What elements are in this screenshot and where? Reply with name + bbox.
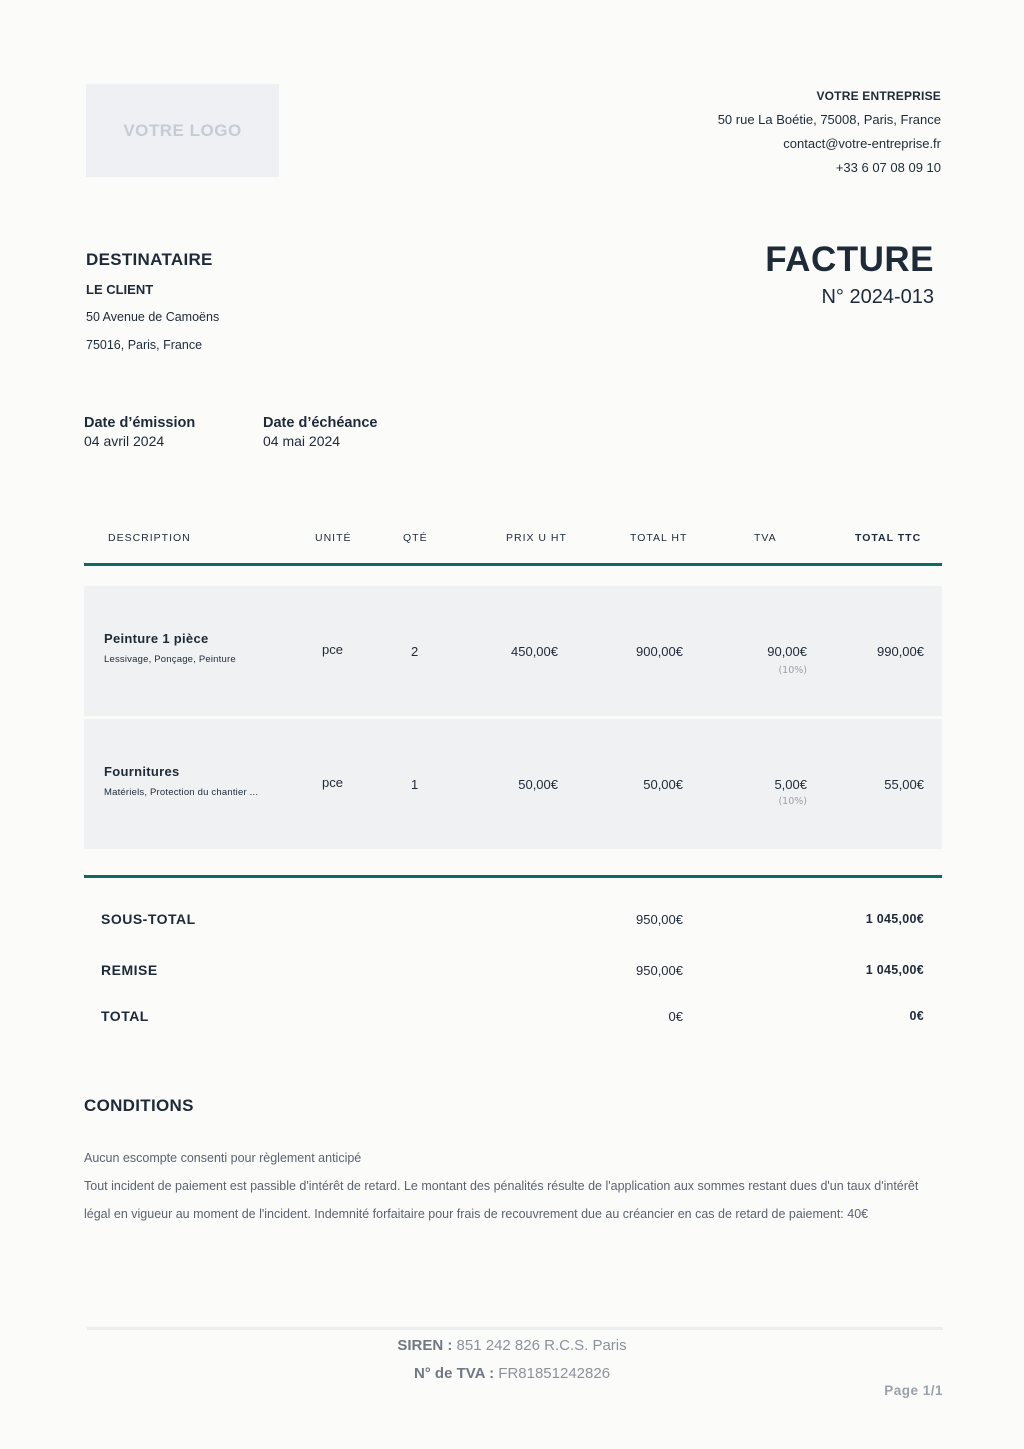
company-name: VOTRE ENTREPRISE [816,89,941,103]
total-ht: 0€ [668,1009,683,1024]
total-label: TOTAL [101,1008,149,1024]
table-bottom-rule [84,875,942,878]
company-phone: +33 6 07 08 09 10 [835,160,941,175]
due-date [263,415,377,449]
header-total-ttc: TOTAL TTC [855,532,922,544]
invoice-title-block [765,240,934,309]
recipient-address-2: 75016, Paris, France [86,338,203,352]
siren-value: 851 242 826 R.C.S. Paris [456,1337,627,1354]
header-description: DESCRIPTION [108,532,191,544]
row-total-ht: 50,00€ [643,777,683,792]
row-description [104,631,236,665]
header-unit: UNITÉ [315,532,352,544]
discount-ttc: 1 045,00€ [865,963,924,977]
issue-date-label: Date d’émission [84,415,196,431]
company-info [718,86,941,182]
footer-tva [0,1365,1024,1382]
row-tva: 90,00€ [767,644,807,659]
row-description [104,764,258,798]
discount-label: REMISE [101,962,158,978]
page-number: Page 1/1 [884,1383,943,1398]
total-ttc: 0€ [909,1009,924,1023]
row-total-ht: 900,00€ [636,644,683,659]
recipient-name: LE CLIENT [86,282,154,297]
conditions-line-2: Tout incident de paiement est passible d'intérêt de retard. Le montant des pénalités résulte de l'application aux sommes restant dues d'un taux d'intérêt légal en vigueur au moment de l'incident. Indemnité forfaitaire pour frais de recouvrement due au créancier en cas de retard de paiement: 40€ [84,1179,919,1221]
header-total-ht: TOTAL HT [630,532,688,544]
subtotal-label: SOUS-TOTAL [101,911,196,927]
header-qty: QTÉ [403,532,428,544]
recipient-heading: DESTINATAIRE [86,250,213,269]
recipient-address-1: 50 Avenue de Camoëns [86,310,220,324]
row-title: Fournitures [104,764,180,779]
logo-text: VOTRE LOGO [123,120,242,140]
tva-number-label: N° de TVA : [413,1365,495,1382]
row-tva-rate: (10%) [778,796,807,807]
recipient-block [86,250,219,363]
row-tva-rate: (10%) [778,665,807,676]
conditions-line-1: Aucun escompte consenti pour règlement anticipé [84,1151,362,1165]
issue-date [84,415,195,449]
conditions-heading: CONDITIONS [84,1096,194,1115]
row-tva: 5,00€ [774,777,807,792]
subtotal-ttc: 1 045,00€ [865,912,924,926]
row-subtitle: Matériels, Protection du chantier ... [104,787,259,798]
row-qty: 1 [411,777,419,792]
row-unit-price: 450,00€ [511,644,558,659]
logo-placeholder [86,84,279,177]
row-unit: pce [322,775,343,790]
row-total-ttc: 55,00€ [884,777,924,792]
row-title: Peinture 1 pièce [104,631,209,646]
table-top-rule [84,563,942,566]
company-address: 50 rue La Boétie, 75008, Paris, France [717,112,941,127]
due-date-value: 04 mai 2024 [263,433,341,449]
row-subtitle: Lessivage, Ponçage, Peinture [104,654,236,665]
discount-ht: 950,00€ [636,963,683,978]
row-unit-price: 50,00€ [518,777,558,792]
row-qty: 2 [411,644,419,659]
header-tva: TVA [754,532,777,544]
footer-siren [0,1337,1024,1354]
row-total-ttc: 990,00€ [877,644,924,659]
invoice-number: N° 2024-013 [821,286,934,308]
issue-date-value: 04 avril 2024 [84,433,165,449]
conditions-text [84,1144,944,1228]
siren-label: SIREN : [397,1337,453,1354]
tva-number-value: FR81851242826 [498,1365,611,1382]
due-date-label: Date d’échéance [263,415,378,431]
subtotal-ht: 950,00€ [636,912,683,927]
header-unit-price: PRIX U HT [506,532,567,544]
footer-rule [87,1327,943,1330]
company-email: contact@votre-entreprise.fr [783,136,941,151]
row-unit: pce [322,642,343,657]
invoice-title: FACTURE [765,240,934,279]
